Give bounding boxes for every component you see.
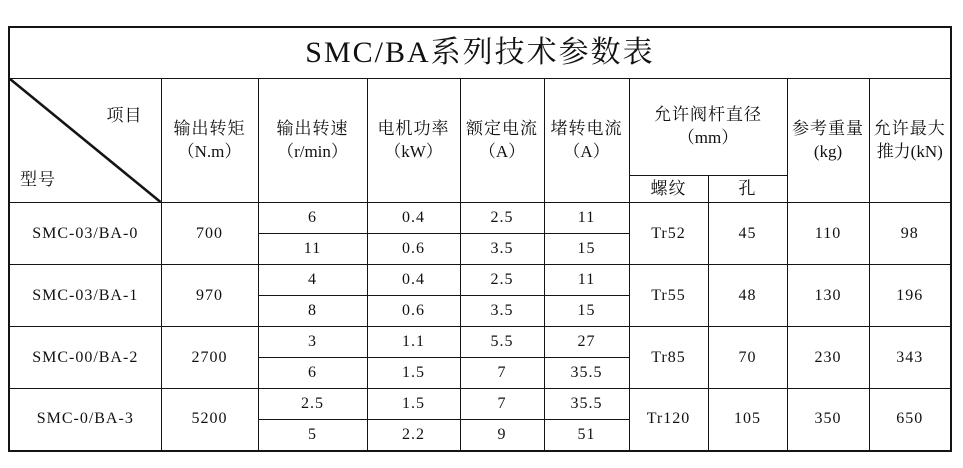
power-cell: 0.6 xyxy=(367,296,460,327)
speed-cell: 4 xyxy=(258,265,367,296)
header-stem-diameter: 允许阀杆直径 （mm） xyxy=(629,79,787,176)
max-thrust-cell: 343 xyxy=(869,327,951,389)
speed-cell: 8 xyxy=(258,296,367,327)
rated-current-cell: 7 xyxy=(460,358,544,389)
header-torque: 输出转矩 （N.m） xyxy=(161,79,258,203)
max-thrust-cell: 196 xyxy=(869,265,951,327)
speed-cell: 5 xyxy=(258,420,367,451)
stall-current-cell: 51 xyxy=(544,420,629,451)
model-cell: SMC-0/BA-3 xyxy=(9,389,161,451)
max-thrust-cell: 650 xyxy=(869,389,951,451)
hole-cell: 105 xyxy=(708,389,787,451)
header-rated-current: 额定电流 （A） xyxy=(460,79,544,203)
weight-cell: 110 xyxy=(787,203,869,265)
speed-cell: 6 xyxy=(258,203,367,234)
power-cell: 1.5 xyxy=(367,389,460,420)
header-speed: 输出转速 （r/min） xyxy=(258,79,367,203)
thread-cell: Tr55 xyxy=(629,265,708,327)
torque-cell: 2700 xyxy=(161,327,258,389)
hole-cell: 48 xyxy=(708,265,787,327)
header-hole: 孔 xyxy=(708,176,787,203)
rated-current-cell: 9 xyxy=(460,420,544,451)
power-cell: 2.2 xyxy=(367,420,460,451)
table-title: SMC/BA系列技术参数表 xyxy=(9,27,951,79)
rated-current-cell: 2.5 xyxy=(460,265,544,296)
stall-current-cell: 15 xyxy=(544,296,629,327)
speed-cell: 6 xyxy=(258,358,367,389)
power-cell: 0.6 xyxy=(367,234,460,265)
stall-current-cell: 35.5 xyxy=(544,358,629,389)
max-thrust-cell: 98 xyxy=(869,203,951,265)
spec-table xyxy=(8,26,952,452)
header-power: 电机功率 （kW） xyxy=(367,79,460,203)
stall-current-cell: 11 xyxy=(544,203,629,234)
thread-cell: Tr120 xyxy=(629,389,708,451)
table-row xyxy=(9,389,951,420)
rated-current-cell: 3.5 xyxy=(460,234,544,265)
model-cell: SMC-00/BA-2 xyxy=(9,327,161,389)
hole-cell: 45 xyxy=(708,203,787,265)
hole-cell: 70 xyxy=(708,327,787,389)
header-row-main xyxy=(9,79,951,176)
power-cell: 1.5 xyxy=(367,358,460,389)
model-cell: SMC-03/BA-0 xyxy=(9,203,161,265)
weight-cell: 130 xyxy=(787,265,869,327)
speed-cell: 2.5 xyxy=(258,389,367,420)
thread-cell: Tr85 xyxy=(629,327,708,389)
thread-cell: Tr52 xyxy=(629,203,708,265)
power-cell: 0.4 xyxy=(367,265,460,296)
stall-current-cell: 11 xyxy=(544,265,629,296)
corner-cell xyxy=(9,79,161,203)
torque-cell: 700 xyxy=(161,203,258,265)
stall-current-cell: 27 xyxy=(544,327,629,358)
table-row xyxy=(9,265,951,296)
torque-cell: 5200 xyxy=(161,389,258,451)
power-cell: 1.1 xyxy=(367,327,460,358)
torque-cell: 970 xyxy=(161,265,258,327)
rated-current-cell: 2.5 xyxy=(460,203,544,234)
table-row xyxy=(9,327,951,358)
rated-current-cell: 3.5 xyxy=(460,296,544,327)
header-max-thrust: 允许最大 推力(kN) xyxy=(869,79,951,203)
weight-cell: 230 xyxy=(787,327,869,389)
corner-label-project: 项目 xyxy=(106,106,143,125)
title-row xyxy=(9,27,951,79)
speed-cell: 3 xyxy=(258,327,367,358)
speed-cell: 11 xyxy=(258,234,367,265)
weight-cell: 350 xyxy=(787,389,869,451)
table-row xyxy=(9,203,951,234)
header-weight: 参考重量 (kg) xyxy=(787,79,869,203)
header-thread: 螺纹 xyxy=(629,176,708,203)
rated-current-cell: 7 xyxy=(460,389,544,420)
power-cell: 0.4 xyxy=(367,203,460,234)
stall-current-cell: 15 xyxy=(544,234,629,265)
stall-current-cell: 35.5 xyxy=(544,389,629,420)
model-cell: SMC-03/BA-1 xyxy=(9,265,161,327)
corner-label-model: 型号 xyxy=(20,170,56,190)
rated-current-cell: 5.5 xyxy=(460,327,544,358)
header-stall-current: 堵转电流 （A） xyxy=(544,79,629,203)
